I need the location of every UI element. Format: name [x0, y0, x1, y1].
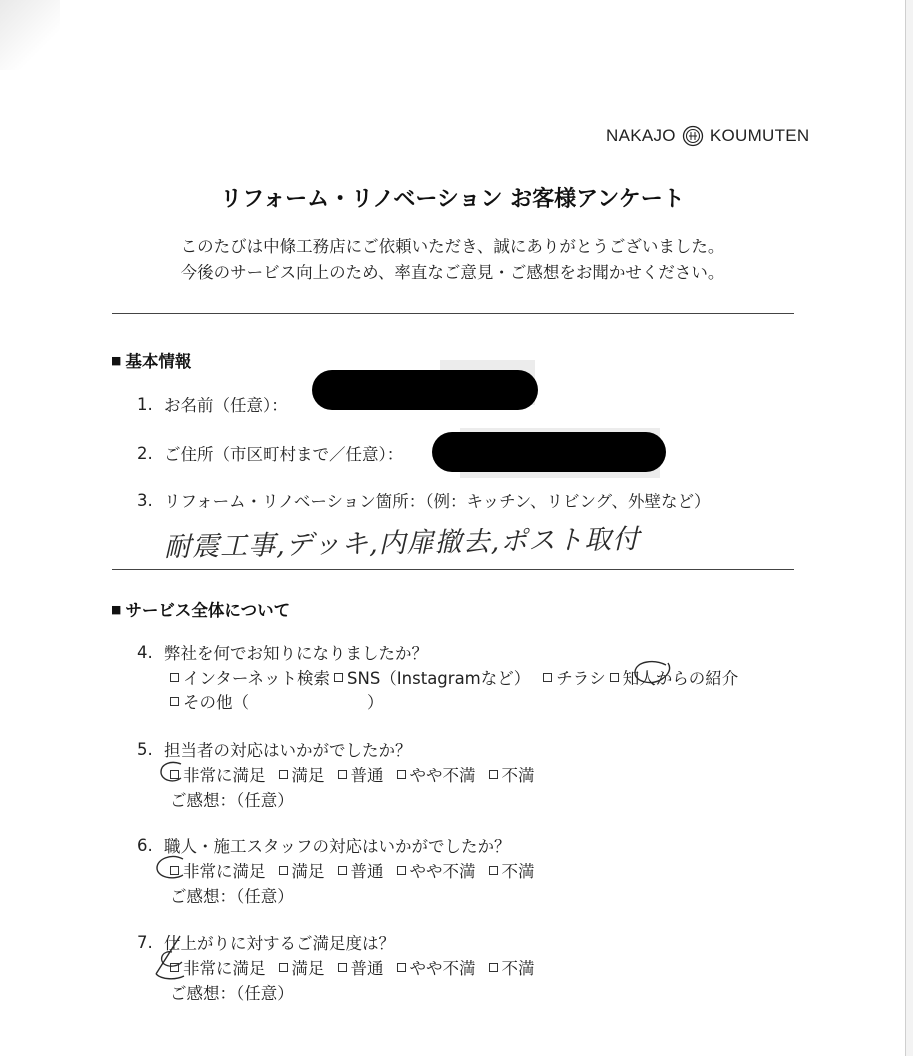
emblem-logo-icon — [682, 125, 704, 147]
rating-dissatisfied[interactable] — [489, 858, 535, 882]
checkbox[interactable] — [279, 770, 288, 779]
rating-neutral[interactable] — [338, 955, 384, 979]
checkbox[interactable] — [170, 697, 179, 706]
question-3 — [137, 488, 710, 512]
checkbox[interactable] — [170, 673, 179, 682]
intro-line-1: このたびは中條工務店にご依頼いただき、誠にありがとうございました。 — [180, 237, 725, 256]
intro-line-2: 今後のサービス向上のため、率直なご意見・ご感想をお聞かせください。 — [180, 263, 725, 282]
option-label: 非常に満足 — [183, 766, 266, 785]
checkbox[interactable] — [489, 770, 498, 779]
section-heading-text: 基本情報 — [125, 352, 192, 371]
option-label: 非常に満足 — [183, 862, 266, 881]
option-label: 満足 — [291, 862, 325, 881]
option-flyer[interactable] — [543, 665, 606, 689]
question-label: 弊社を何でお知りになりましたか？ — [164, 644, 428, 663]
divider-middle — [112, 569, 794, 570]
option-label: やや不満 — [409, 766, 476, 785]
rating-satisfied[interactable] — [279, 762, 325, 786]
option-label: 普通 — [350, 862, 384, 881]
question-4 — [137, 640, 428, 664]
handwritten-circle-icon — [150, 930, 194, 984]
option-label: 知人からの紹介 — [622, 669, 739, 688]
question-label: お名前（任意）： — [164, 396, 288, 415]
checkbox[interactable] — [279, 866, 288, 875]
question-label: 担当者の対応はいかがでしたか？ — [164, 741, 412, 760]
question-number: 4. — [137, 642, 153, 662]
rating-satisfied[interactable] — [279, 955, 325, 979]
q6-comment — [170, 883, 294, 907]
handwritten-circle-icon — [628, 657, 678, 691]
q7-ratings — [170, 955, 548, 979]
redacted-address — [432, 432, 666, 472]
checkbox[interactable] — [543, 673, 552, 682]
handwritten-circle-icon — [155, 758, 191, 788]
question-number: 3. — [137, 490, 153, 510]
checkbox[interactable] — [397, 770, 406, 779]
question-label: リフォーム・リノベーション箇所：（例：キッチン、リビング、外壁など） — [164, 492, 711, 511]
rating-somewhat-dissatisfied[interactable] — [397, 955, 476, 979]
rating-dissatisfied[interactable] — [489, 762, 535, 786]
q5-ratings — [170, 762, 548, 786]
checkbox[interactable] — [489, 866, 498, 875]
question-1 — [137, 392, 288, 416]
handwritten-answer: 耐震工事,デッキ,内扉撤去,ポスト取付 — [163, 523, 641, 564]
option-label: 不満 — [501, 766, 535, 785]
checkbox[interactable] — [338, 963, 347, 972]
q4-other — [170, 689, 384, 713]
question-number: 6. — [137, 835, 153, 855]
option-label: 不満 — [501, 862, 535, 881]
checkbox[interactable] — [279, 963, 288, 972]
scan-smudge — [0, 0, 60, 70]
question-number: 7. — [137, 932, 153, 952]
option-label: 不満 — [501, 959, 535, 978]
option-label: やや不満 — [409, 862, 476, 881]
square-bullet-icon: ■ — [111, 353, 122, 367]
redacted-name — [312, 370, 538, 410]
option-internet-search[interactable] — [170, 665, 330, 689]
option-label: 満足 — [291, 766, 325, 785]
rating-somewhat-dissatisfied[interactable] — [397, 858, 476, 882]
section-heading-text: サービス全体について — [125, 601, 291, 620]
option-label: やや不満 — [409, 959, 476, 978]
option-sns[interactable] — [334, 665, 530, 689]
checkbox[interactable] — [610, 673, 619, 682]
question-number: 1. — [137, 394, 153, 414]
comment-label: ご感想：（任意） — [170, 887, 294, 906]
comment-label: ご感想：（任意） — [170, 984, 294, 1003]
checkbox[interactable] — [489, 963, 498, 972]
rating-neutral[interactable] — [338, 858, 384, 882]
checkbox[interactable] — [338, 770, 347, 779]
option-label: インターネット検索 — [183, 669, 331, 688]
brand-name-left: NAKAJO — [606, 126, 676, 145]
brand-logo — [606, 125, 810, 147]
option-label: その他（ — [183, 693, 249, 712]
section-heading-service — [111, 597, 290, 621]
checkbox[interactable] — [397, 963, 406, 972]
comment-label: ご感想：（任意） — [170, 791, 294, 810]
question-label: 職人・施工スタッフの対応はいかがでしたか？ — [164, 837, 511, 856]
question-label: 仕上がりに対するご満足度は？ — [164, 934, 395, 953]
question-6 — [137, 833, 511, 857]
rating-somewhat-dissatisfied[interactable] — [397, 762, 476, 786]
rating-neutral[interactable] — [338, 762, 384, 786]
q6-ratings — [170, 858, 548, 882]
option-label: 非常に満足 — [183, 959, 266, 978]
rating-satisfied[interactable] — [279, 858, 325, 882]
question-label: ご住所（市区町村まで／任意）： — [164, 445, 404, 464]
section-heading-basic-info — [111, 348, 191, 372]
rating-dissatisfied[interactable] — [489, 955, 535, 979]
option-label: ） — [367, 693, 384, 712]
q5-comment — [170, 787, 294, 811]
question-2 — [137, 441, 403, 465]
question-number: 2. — [137, 443, 153, 463]
divider-top — [112, 313, 794, 314]
question-number: 5. — [137, 739, 153, 759]
survey-title: リフォーム・リノベーション お客様アンケート — [220, 187, 685, 212]
option-label: 普通 — [350, 959, 384, 978]
option-label: 普通 — [350, 766, 384, 785]
handwritten-circle-icon — [153, 853, 191, 885]
checkbox[interactable] — [334, 673, 343, 682]
brand-name-right: KOUMUTEN — [709, 126, 810, 145]
option-label: チラシ — [556, 669, 606, 688]
option-label: 満足 — [291, 959, 325, 978]
checkbox[interactable] — [338, 866, 347, 875]
square-bullet-icon: ■ — [111, 602, 122, 616]
checkbox[interactable] — [397, 866, 406, 875]
option-label: SNS（Instagramなど） — [347, 669, 531, 688]
